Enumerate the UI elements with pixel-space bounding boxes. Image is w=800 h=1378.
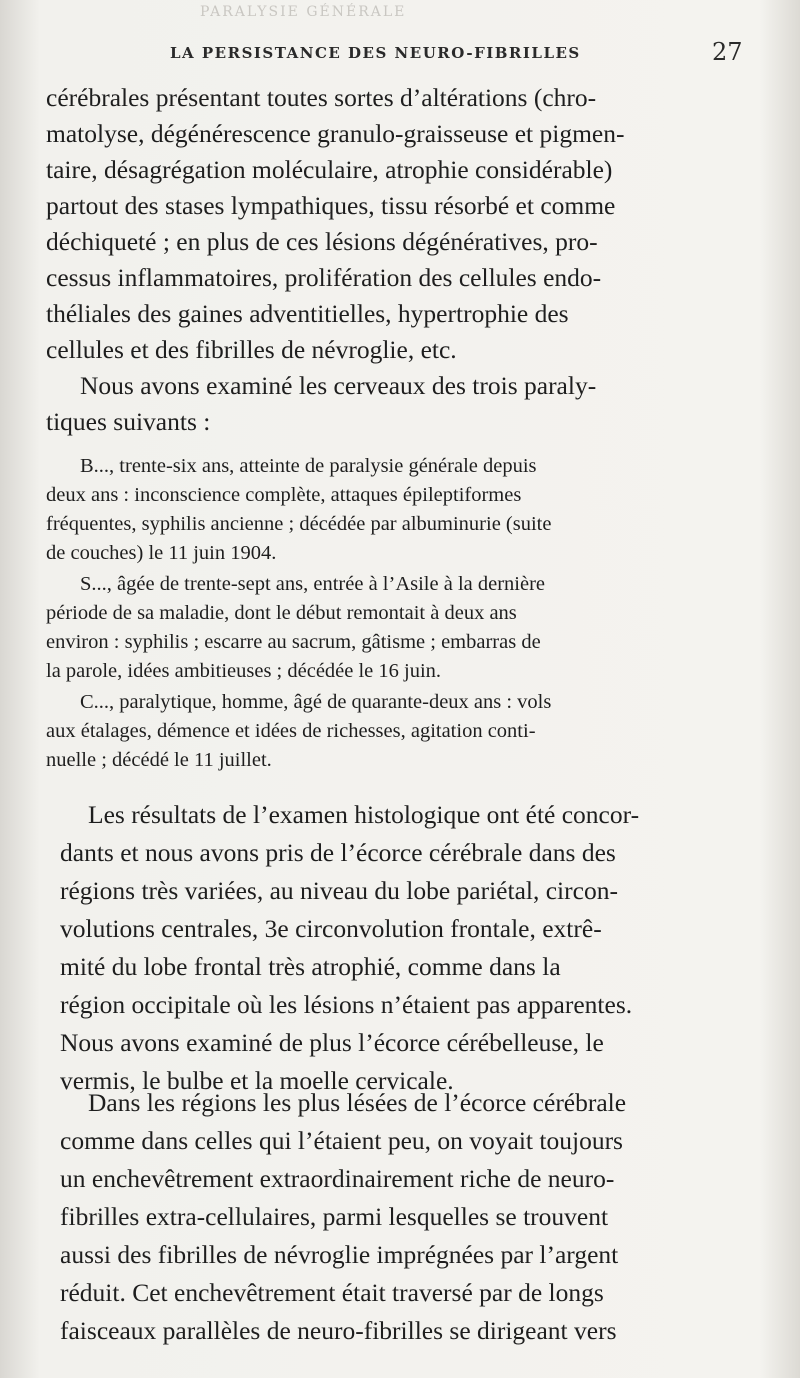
case-line: B..., trente-six ans, atteinte de paralysie générale depuis [80, 455, 537, 477]
text-line: déchiqueté ; en plus de ces lésions dégénératives, pro- [46, 227, 598, 256]
text-line: un enchevêtrement extraordinairement riche de neuro- [60, 1164, 615, 1193]
text-line: région occipitale où les lésions n’étaient pas apparentes. [60, 990, 633, 1019]
page-number: 27 [712, 38, 743, 66]
text-line: mité du lobe frontal très atrophié, comme dans la [60, 952, 561, 981]
text-line: régions très variées, au niveau du lobe pariétal, circon- [60, 876, 618, 905]
text-line: comme dans celles qui l’étaient peu, on voyait toujours [60, 1126, 623, 1155]
text-line: aussi des fibrilles de névroglie imprégnées par l’argent [60, 1240, 619, 1269]
text-line: théliales des gaines adventitielles, hypertrophie des [46, 299, 569, 328]
page-header [0, 38, 800, 68]
text-line: matolyse, dégénérescence granulo-graisseuse et pigmen- [46, 119, 625, 148]
case-line: de couches) le 11 juin 1904. [46, 542, 277, 564]
case-line: période de sa maladie, dont le début remontait à deux ans [46, 602, 517, 624]
case-line: la parole, idées ambitieuses ; décédée le 16 juin. [46, 660, 442, 682]
case-line: nuelle ; décédé le 11 juillet. [46, 749, 272, 771]
running-head: LA PERSISTANCE DES NEURO-FIBRILLES [170, 44, 581, 62]
text-line: Dans les régions les plus lésées de l’écorce cérébrale [88, 1088, 627, 1117]
text-line: réduit. Cet enchevêtrement était traversé par de longs [60, 1278, 604, 1307]
bleed-through-text: PARALYSIE GÉNÉRALE [200, 4, 407, 20]
text-line: vermis, le bulbe et la moelle cervicale. [60, 1066, 454, 1095]
text-line: cessus inflammatoires, prolifération des cellules endo- [46, 263, 602, 292]
case-line: C..., paralytique, homme, âgé de quarante-deux ans : vols [80, 691, 552, 713]
text-line: volutions centrales, 3e circonvolution frontale, extrê- [60, 914, 602, 943]
text-line: cérébrales présentant toutes sortes d’altérations (chro- [46, 83, 597, 112]
text-line: taire, désagrégation moléculaire, atrophie considérable) [46, 155, 613, 184]
text-line: cellules et des fibrilles de névroglie, etc. [46, 335, 457, 364]
text-line: faisceaux parallèles de neuro-fibrilles se dirigeant vers [60, 1316, 617, 1345]
text-line: tiques suivants : [46, 407, 211, 436]
case-line: environ : syphilis ; escarre au sacrum, gâtisme ; embarras de [46, 631, 541, 653]
text-line: partout des stases lympathiques, tissu résorbé et comme [46, 191, 616, 220]
case-line: aux étalages, démence et idées de richesses, agitation conti- [46, 720, 536, 742]
text-line: dants et nous avons pris de l’écorce cérébrale dans des [60, 838, 616, 867]
text-line: Les résultats de l’examen histologique ont été concor- [88, 800, 640, 829]
case-line: fréquentes, syphilis ancienne ; décédée par albuminurie (suite [46, 513, 552, 535]
case-line: S..., âgée de trente-sept ans, entrée à l’Asile à la dernière [80, 573, 546, 595]
text-line: fibrilles extra-cellulaires, parmi lesquelles se trouvent [60, 1202, 609, 1231]
text-line: Nous avons examiné les cerveaux des trois paraly- [80, 371, 597, 400]
text-line: Nous avons examiné de plus l’écorce cérébelleuse, le [60, 1028, 604, 1057]
case-line: deux ans : inconscience complète, attaques épileptiformes [46, 484, 522, 506]
